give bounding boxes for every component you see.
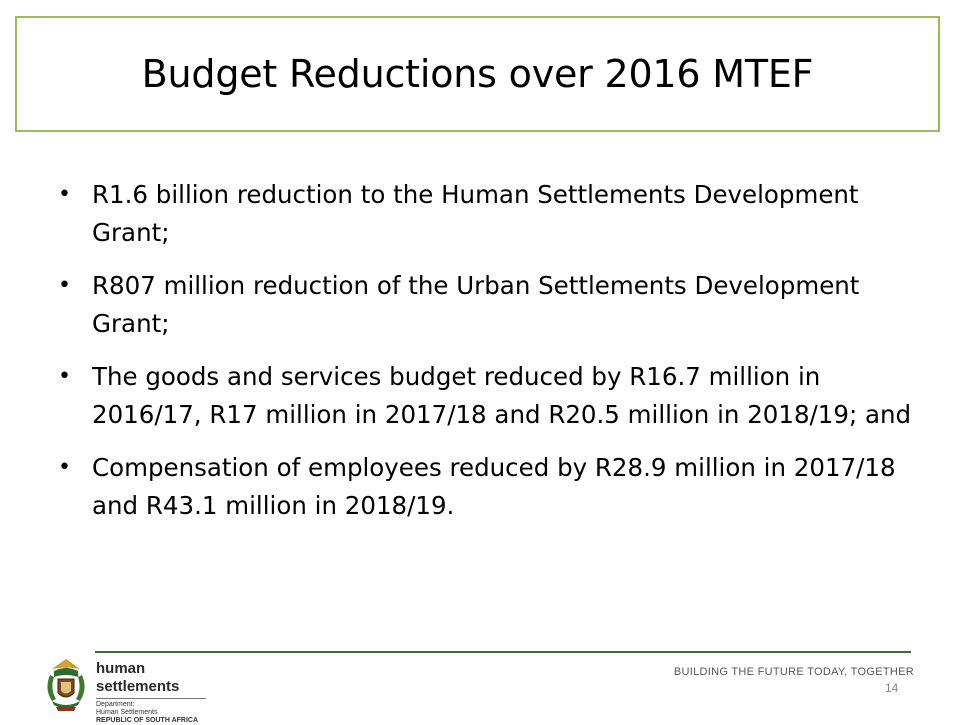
- bullet-list: [58, 176, 918, 540]
- bullet-dot-icon: •: [58, 364, 71, 389]
- coat-of-arms-icon: [36, 655, 96, 715]
- bullet-item: [58, 449, 918, 525]
- bullet-text: R1.6 billion reduction to the Human Settlements Development Grant;: [92, 180, 859, 247]
- department-label: Department:: [96, 701, 135, 708]
- footer-tagline: BUILDING THE FUTURE TODAY, TOGETHER: [673, 666, 914, 678]
- bullet-text: The goods and services budget reduced by R16.7 million in 2016/17, R17 million in 2017/18 and R20.5 million in 2018/19; and: [92, 362, 912, 429]
- bullet-text: Compensation of employees reduced by R28.9 million in 2017/18 and R43.1 million in 2018/19.: [92, 453, 896, 520]
- bullet-text: R807 million reduction of the Urban Settlements Development Grant;: [92, 271, 860, 338]
- bullet-dot-icon: •: [58, 455, 71, 480]
- department-divider: [96, 698, 206, 699]
- page-number: 14: [885, 681, 899, 695]
- title-box: [15, 16, 940, 132]
- bullet-item: [58, 358, 918, 434]
- department-block: [96, 660, 226, 725]
- department-name: human settlements: [96, 660, 180, 695]
- coat-of-arms-logo: [36, 655, 96, 715]
- bullet-dot-icon: •: [58, 273, 71, 298]
- bullet-item: [58, 176, 918, 252]
- slide-title: Budget Reductions over 2016 MTEF: [141, 52, 814, 96]
- footer-divider: [95, 651, 911, 653]
- bullet-item: [58, 267, 918, 343]
- bullet-dot-icon: •: [58, 182, 71, 207]
- department-full-name: Human Settlements: [96, 709, 158, 716]
- country-name: REPUBLIC OF SOUTH AFRICA: [96, 717, 199, 724]
